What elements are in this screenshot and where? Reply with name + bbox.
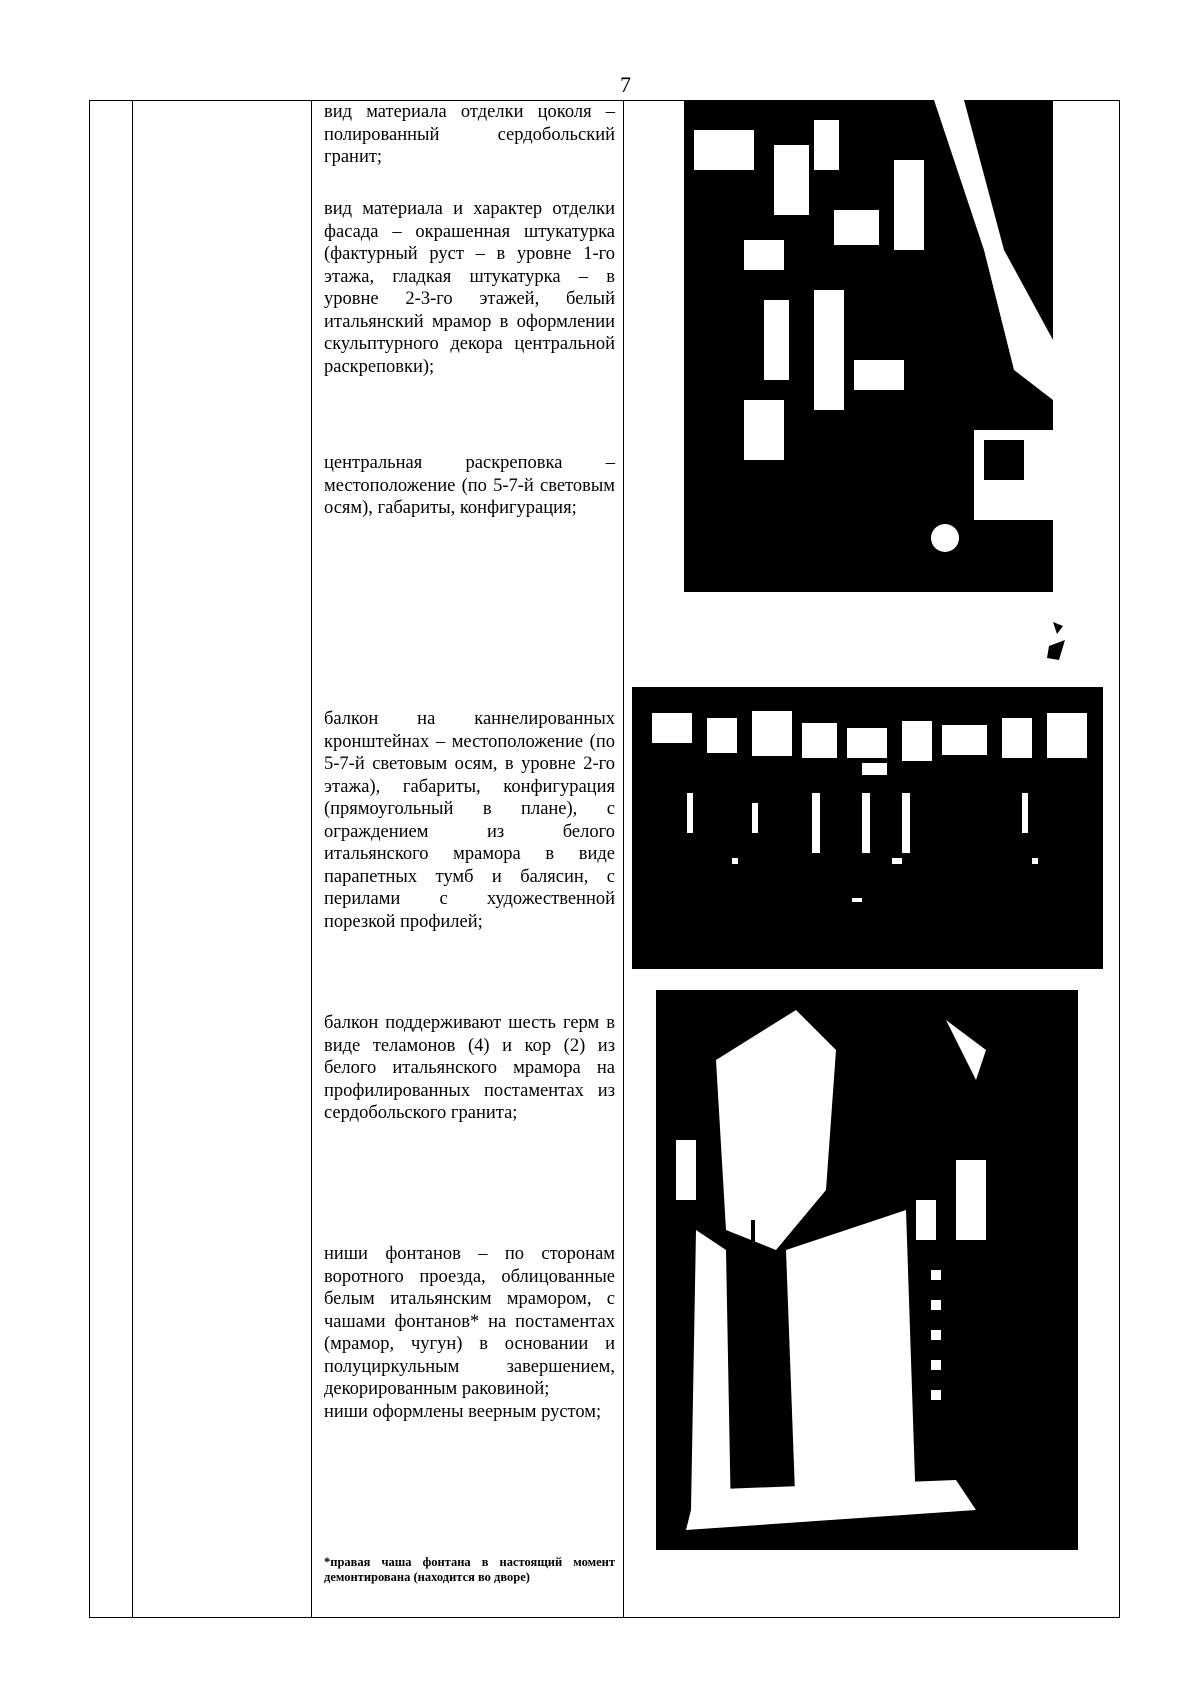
photo-facade-corner <box>684 100 1053 592</box>
photo-balcony-wide <box>632 683 1103 969</box>
text-central-projection <box>324 452 615 520</box>
footnote: *правая чаша фонтана в настоящий момент демонтирована (находится во дворе) <box>324 1555 615 1584</box>
paragraph-central-projection: центральная раскреповка – местоположение (по 5-7-й световым осям), габариты, конфигурация; <box>324 453 615 518</box>
page-number: 7 <box>620 72 631 97</box>
paragraph-plinth-material: вид материала отделки цоколя – полированный сердобольский гранит; <box>324 102 615 167</box>
paragraph-fountain-niches: ниши фонтанов – по сторонам воротного проезда, облицованные белым итальянским мрамором, с чашами фонтанов* на постаментах (мрамор, чугун) в основании и полуциркульным завершением, декорированным раковиной; <box>324 1244 615 1399</box>
paragraph-balcony: балкон на каннелированных кронштейнах – местоположение (по 5-7-й световым осям, в уровне 2-го этажа), габариты, конфигурация (прямоугольный в плане), с ограждением из белого итальянского мрамора в виде парапетных тумб и балясин, с перилами с художественной порезкой профилей; <box>324 709 615 932</box>
photo-fountain-niche <box>656 990 1078 1550</box>
text-plinth <box>324 101 615 169</box>
column-divider-3 <box>623 100 624 1618</box>
text-facade <box>324 198 615 378</box>
paragraph-facade-finish: вид материала и характер отделки фасада – окрашенная штукатурка (фактурный руст – в уровне 1-го этажа, гладкая штукатурка – в уровне 2-3-го этажей, белый итальянский мрамор в оформлении скульптурного декора центральной раскреповки); <box>324 199 615 377</box>
text-herms <box>324 1012 615 1125</box>
column-divider-2 <box>311 100 312 1618</box>
text-fountain-niches <box>324 1243 615 1423</box>
text-balcony <box>324 708 615 933</box>
column-divider-1 <box>132 100 133 1618</box>
scan-mark <box>1045 620 1067 664</box>
paragraph-herms: балкон поддерживают шесть герм в виде теламонов (4) и кор (2) из белого итальянского мрамора на профилированных постаментах из сердобольского гранита; <box>324 1013 615 1123</box>
paragraph-niche-rustication: ниши оформлены веерным рустом; <box>324 1401 602 1422</box>
